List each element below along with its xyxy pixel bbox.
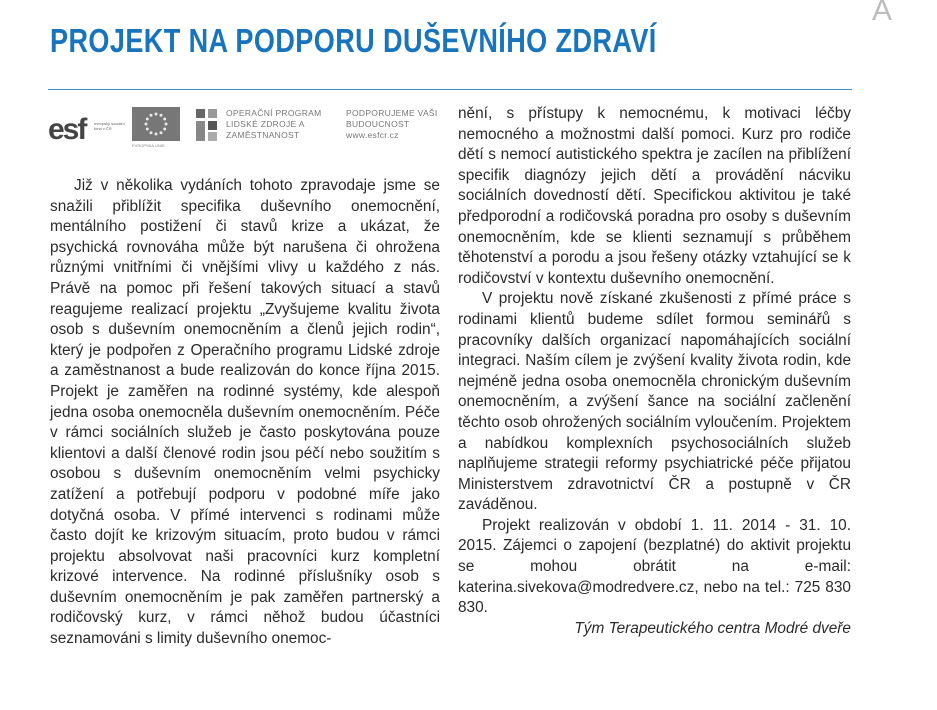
esf-logo-caption: evropský sociální fond v ČR <box>94 121 125 131</box>
eu-logo-caption: EVROPSKÁ UNIE <box>132 143 165 148</box>
title-divider <box>48 89 852 90</box>
sponsor-logos <box>46 103 446 155</box>
esf-logo <box>48 107 125 147</box>
corner-letter: A <box>872 0 893 27</box>
article-paragraph: V projektu nově získané zkušenosti z přímé práce s rodinami klientů budeme sdílet formou seminářů s pracovníky dalších organizací napomáhajících sociální integraci. Naším cílem je zvýšení kvality života rodin, kde nejméně jedna osoba onemocněla chronickým duševním onemocněním, a zvýšení šance na sociální začlenění těchto osob ohrožených sociálním vyloučením. Projektem a nabídkou komplexních psychosociálních služeb naplňujeme strategii reformy psychiatrické péče přijatou Ministerstvem zdravotnictví ČR a postupně v ČR zaváděnou. <box>458 290 851 514</box>
article-left-column <box>50 176 440 650</box>
article-signature: Tým Terapeutického centra Modré dveře <box>574 619 851 637</box>
article-right-column <box>458 104 851 639</box>
page-title: PROJEKT NA PODPORU DUŠEVNÍHO ZDRAVÍ <box>50 22 657 59</box>
slogan-logo-text: PODPORUJEME VAŠI BUDOUCNOST www.esfcr.cz <box>346 108 438 140</box>
op-program-logo-text: OPERAČNÍ PROGRAM LIDSKÉ ZDROJE A ZAMĚSTNANOST <box>226 108 322 140</box>
article-paragraph: nění, s přístupy k nemocnému, k motivaci léčby nemocného a možnostmi další pomoci. Kurz pro rodiče dětí s nemocí autistického spektra je zacílen na přiblížení specifik diagnózy jejich dětí a provádění nácviku sociálních dovedností dětí. Specifickou aktivitou je také předporodní a rodičovská poradna pro osoby s duševním onemocněním, kde se klienti seznamují s průběhem těhotenství a porodu a jsou řešeny otázky vztahující se k rodičovství v kontextu duševního onemocnění. <box>458 105 851 287</box>
article-paragraph: Již v několika vydáních tohoto zpravodaje jsme se snažili přiblížit specifika duševního onemocnění, mentálního postižení či stavů krize a ukázat, že psychická rovnováha může být narušena či ohrožena různými vnitřními či vnějšími vlivy u každého z nás. Právě na pomoc při řešení takových situací a stavů reagujeme realizací projektu „Zvyšujeme kvalitu života osob s duševním onemocněním a členů jejich rodin“, který je podpořen z Operačního programu Lidské zdroje a zaměstnanost a bude realizován do konce října 2015. Projekt je zaměřen na rodinné systémy, kde alespoň jedna osoba onemocněla duševním onemocněním. Péče v rámci sociálních služeb je často poskytována pouze klientovi a další členové rodin jsou péčí nebo soužitím s osobou s duševním onemocněním velmi psychicky zatížení a potřebují podporu v podobné míře jako dotyčná osoba. V přímé intervenci s rodinami může často dojít ke krizovým situacím, proto budou v rámci projektu absolvovat naši pracovníci kurz kompletní krizové intervence. Na rodinné příslušníky osob s duševním onemocněním je pak zaměřen partnerský a rodičovský kurz, v rámci něhož budou účastníci seznamováni s limity duševního onemoc- <box>50 177 440 648</box>
op-program-icon <box>194 107 220 143</box>
eu-flag-icon <box>132 107 180 141</box>
esf-logo-text: esf <box>48 113 86 146</box>
article-contact-paragraph: Projekt realizován v období 1. 11. 2014 - 31. 10. 2015. Zájemci o zapojení (bezplatné) do aktivit projektu se mohou obrátit na e-mail: katerina.sivekova@modredvere.cz, nebo na tel.: 725 830 830. <box>458 516 851 617</box>
